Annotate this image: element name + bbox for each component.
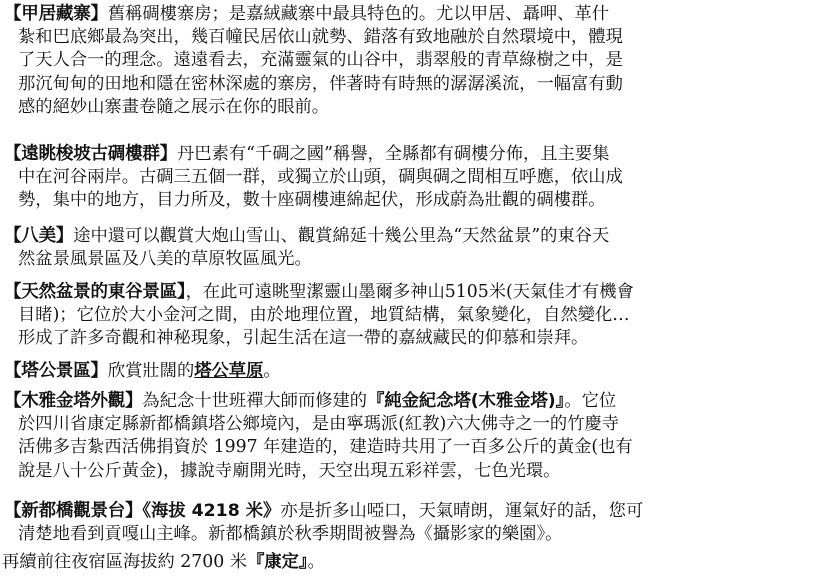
text-segment: 。	[263, 361, 281, 381]
tagong-grassland-highlight: 塔公草原	[194, 361, 264, 381]
text-line: 中在河谷兩岸。古碉三五個一群，或獨立於山頭，碉與碉之間相互呼應，依山成	[18, 167, 623, 188]
paragraph-suopo-watchtowers	[4, 143, 827, 213]
paragraph-xinduqiao-viewpoint	[4, 500, 827, 546]
closing-line	[2, 551, 825, 574]
heading-muya-golden-stupa: 【木雅金塔外觀】	[4, 391, 143, 411]
heading-tagong-scenic-area: 【塔公景區】	[4, 361, 108, 381]
text-line: 活佛多吉紮西活佛捐資於 1997 年建造的，建造時共用了一百多公斤的黃金(也有	[18, 437, 633, 458]
paragraph-tagong-scenic-area	[4, 360, 827, 383]
kangding-highlight: 『康定』	[247, 552, 308, 572]
heading-suopo-watchtowers: 【遠眺梭坡古碉樓群】	[4, 144, 177, 164]
paragraph-donggu-scenic-area	[4, 281, 827, 351]
text-line: 丹巴素有“千碉之國”稱譽，全縣都有碉樓分佈，且主要集	[177, 144, 610, 164]
altitude-highlight: 《海拔 4218 米》	[142, 501, 281, 521]
text-line: 那沉甸甸的田地和隱在密林深處的寨房，伴著時有時無的潺潺溪流，一幅富有動	[18, 73, 623, 94]
paragraph-bamei	[4, 225, 827, 271]
heading-jiaju-tibetan-village: 【甲居藏寨】	[4, 4, 108, 24]
text-line: 於四川省康定縣新都橋鎮塔公鄉境內，是由寧瑪派(紅教)六大佛寺之一的竹慶寺	[18, 414, 620, 435]
text-line: 勢，集中的地方，目力所及，數十座碉樓連綿起伏，形成蔚為壯觀的碉樓群。	[18, 190, 606, 211]
text-line: 感的絕妙山寨畫卷隨之展示在你的眼前。	[18, 96, 330, 117]
heading-donggu-scenic-area: 【天然盆景的東谷景區】	[4, 282, 186, 302]
text-line: 然盆景風景區及八美的草原牧區風光。	[18, 249, 312, 270]
text-segment: 再續前往夜宿區海拔約 2700 米	[2, 552, 248, 572]
heading-bamei: 【八美】	[4, 226, 74, 246]
text-line: 了天人合一的理念。遠遠看去，充滿靈氣的山谷中，翡翠般的青草綠樹之中，是	[18, 50, 623, 71]
text-line: 說是八十公斤黃金)，據說寺廟開光時，天空出現五彩祥雲，七色光環。	[18, 460, 561, 481]
text-line: 舊稱碉樓寨房；是嘉絨藏寨中最具特色的。尤以甲居、聶呷、革什	[107, 4, 609, 24]
text-line: 目睹)；它位於大小金河之間，由於地理位置，地質結構，氣象變化，自然變化…	[18, 305, 630, 326]
text-segment: 。它位	[564, 391, 617, 411]
heading-xinduqiao-viewpoint: 【新都橋觀景台】	[4, 501, 143, 521]
golden-stupa-name: 『純金紀念塔(木雅金塔)』	[367, 391, 565, 411]
text-segment: 欣賞壯闊的	[107, 361, 195, 381]
paragraph-muya-golden-stupa	[4, 390, 827, 483]
text-line: ，在此可遠眺聖潔靈山墨爾多神山5105米(天氣佳才有機會	[185, 282, 634, 302]
text-segment: 。	[307, 552, 325, 572]
text-segment: 為紀念十世班禪大師而修建的	[142, 391, 368, 411]
text-line: 清楚地看到貢嘎山主峰。新都橋鎮於秋季期間被譽為《攝影家的樂園》。	[18, 524, 563, 545]
text-segment: 亦是折多山啞口，天氣晴朗，運氣好的話，您可	[280, 501, 644, 521]
text-line: 途中還可以觀賞大炮山雪山、觀賞綿延十幾公里為“天然盆景”的東谷天	[73, 226, 610, 246]
text-line: 紮和巴底鄉最為突出，幾百幢民居依山就勢、錯落有致地融於自然環境中，體現	[18, 27, 623, 48]
text-line: 形成了許多奇觀和神秘現象，引起生活在這一帶的嘉絨藏民的仰慕和崇拜。	[18, 328, 589, 349]
paragraph-jiaju-tibetan-village	[4, 3, 827, 119]
